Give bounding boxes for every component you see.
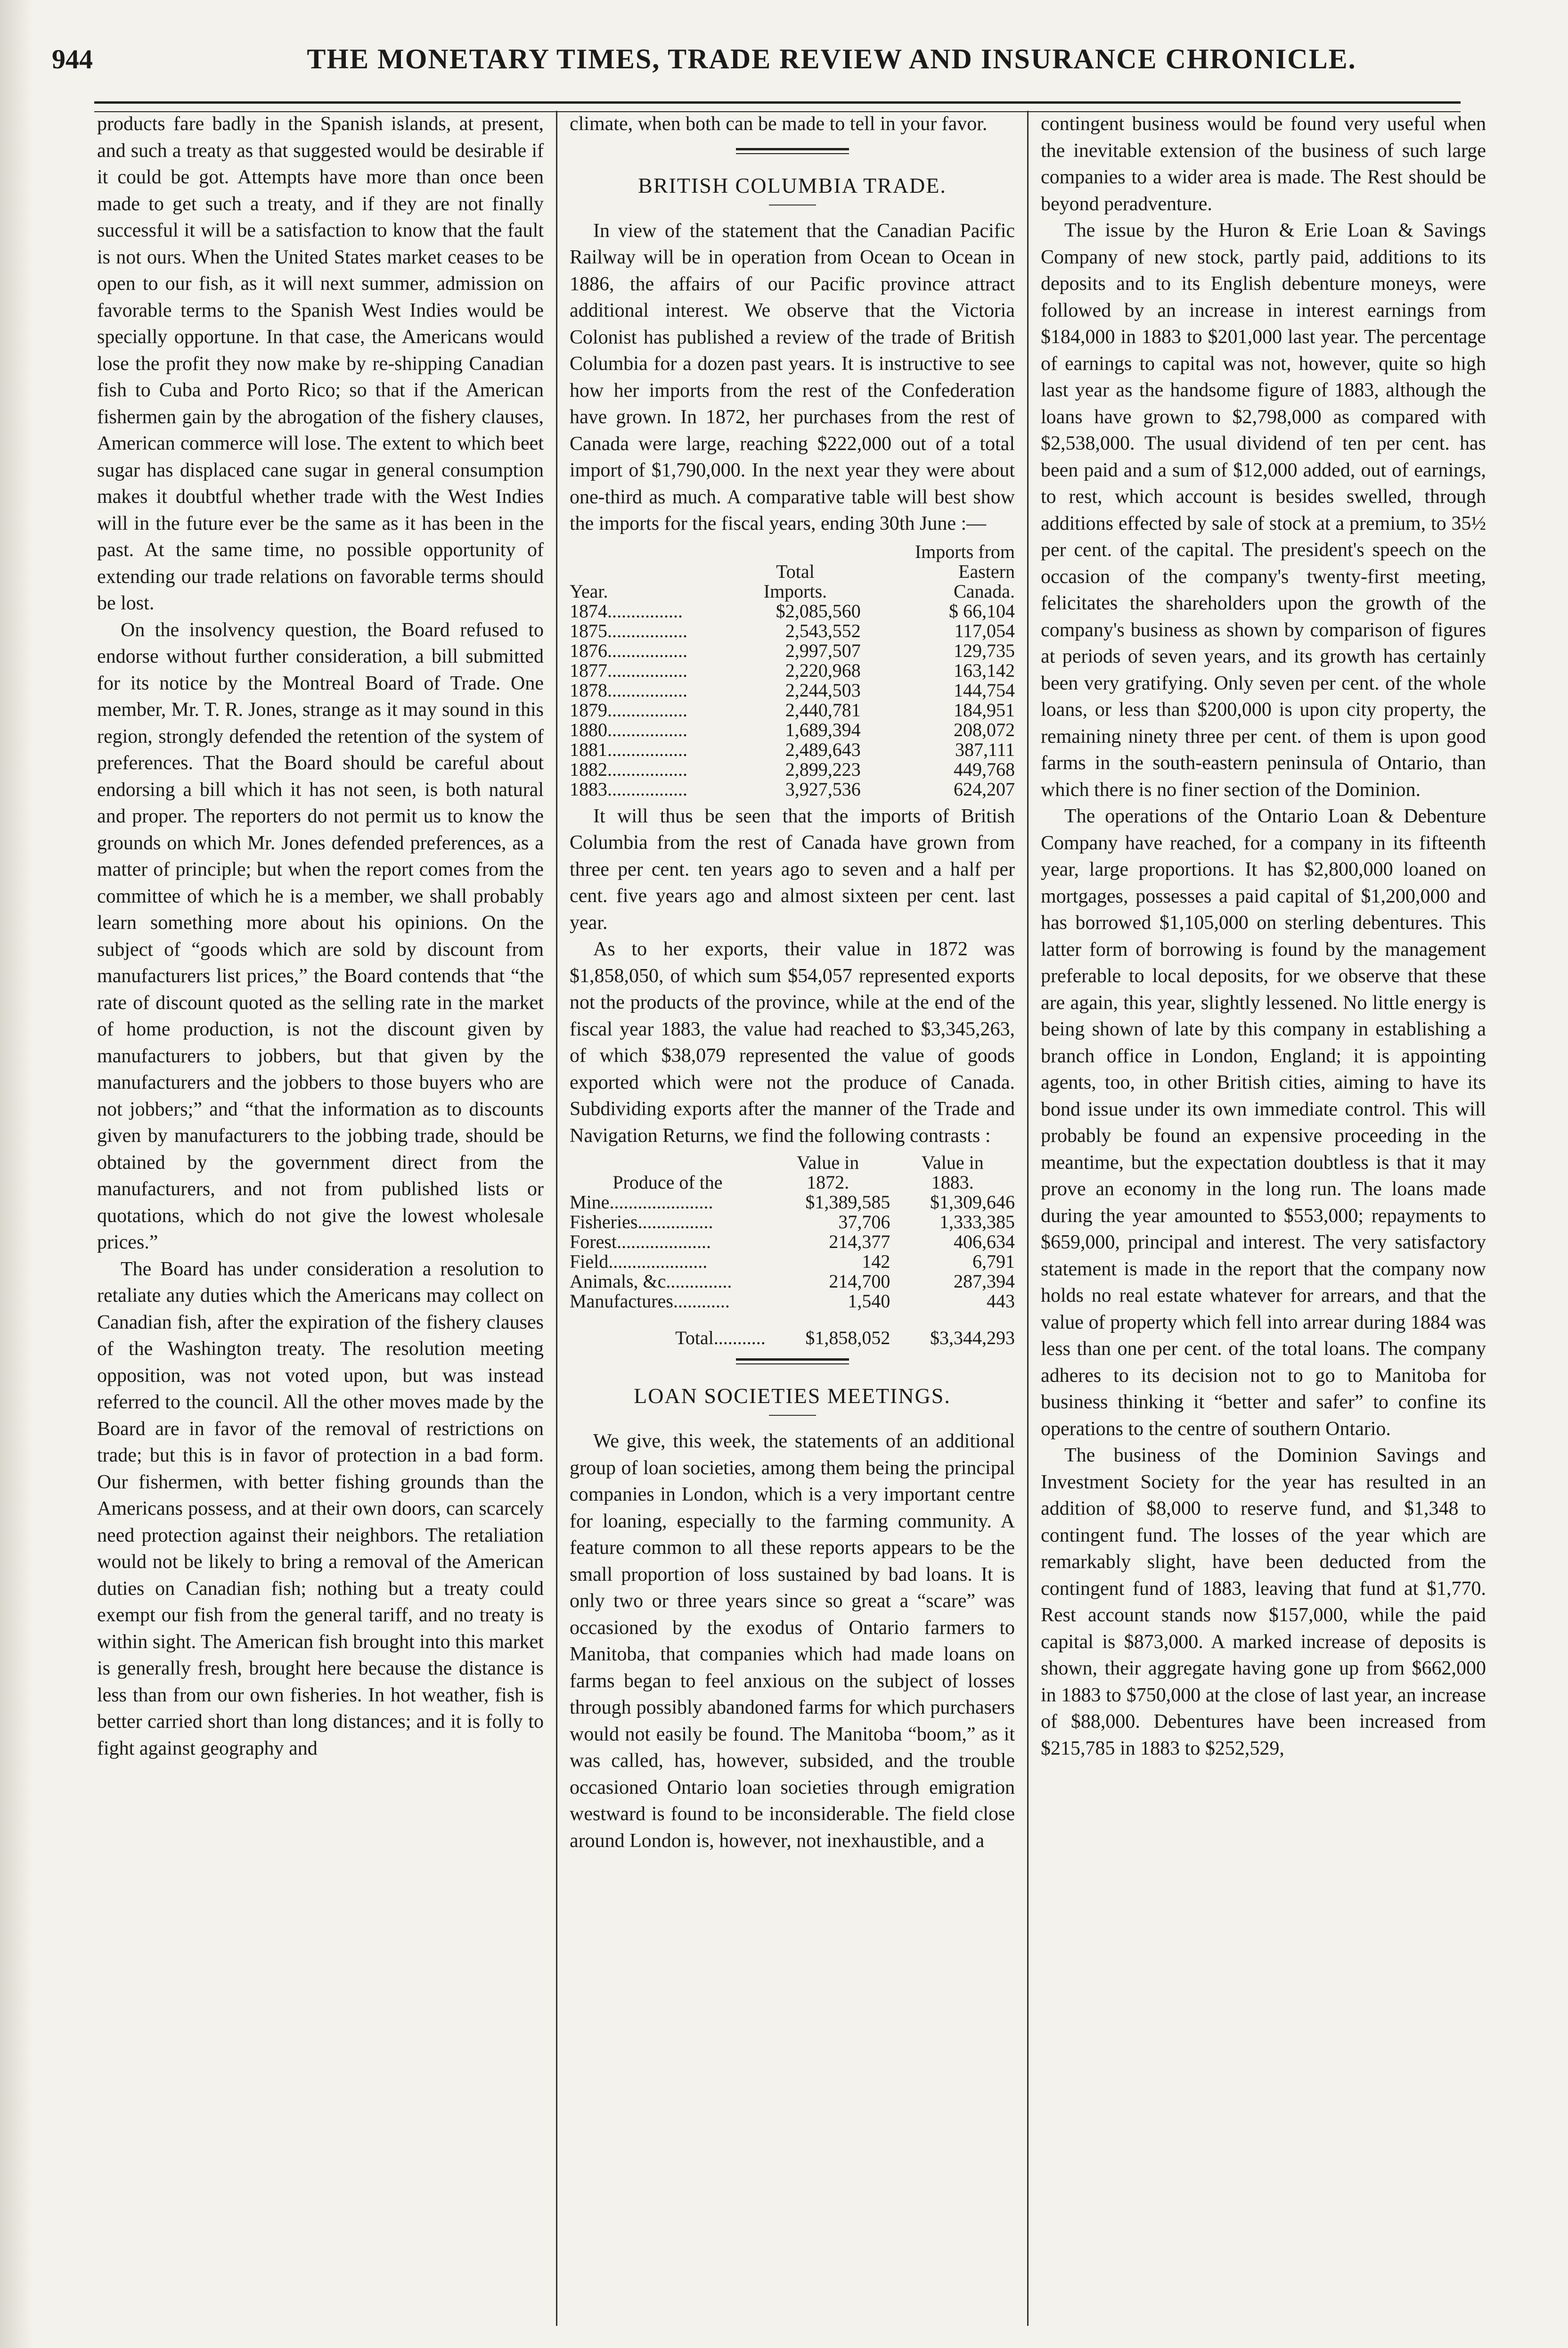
exports-row [570,1212,1015,1232]
imports-row [570,601,1015,621]
paragraph: On the insolvency question, the Board refused to endorse without further consideration, a bill submitted for its notice by the Montreal Board of Trade. One member, Mr. T. R. Jones, strange as it may sound in this region, strongly defended the retention of the system of preferences. That the Board should be careful about endorsing a bill which it has not seen, is both natural and proper. The reporters do not permit us to know the grounds on which Mr. Jones defended preferences, as a matter of principle; but when the report comes from the committee of which he is a member, we shall probably learn something more about his opinions. On the subject of “goods which are sold by discount from manufacturers list prices,” the Board contends that “the rate of discount quoted as the selling rate in the market of home production, is not the discount given by manufacturers to jobbers, but that given by the manufacturers and the jobbers to those buyers who are not jobbers;” and “that the information as to discounts given by manufacturers to the jobbing trade, should be obtained by the government direct from the manufacturers, and not from published lists or quotations, which do not give the lowest wholesale prices.” [97,619,544,1253]
page-header [33,33,1536,85]
imports-total: 2,220,968 [785,659,861,681]
imports-eastern: 129,735 [954,640,1015,661]
imports-year: 1874 [570,600,607,622]
exports-row [570,1272,1015,1291]
exports-1872: $1,389,585 [805,1191,890,1213]
paragraph: In view of the statement that the Canadian Pacific Railway will be in operation from Ocean to Ocean in 1886, the affairs of our Pacific province attract additional interest. We observe that the Victoria Colonist has published a review of the trade of British Columbia for a dozen past years. It is instructive to see how her imports from the rest of the Confederation have grown. In 1872, her purchases from the rest of Canada were large, reaching $222,000 out of a total import of $1,790,000. In the next year they were about one-third as much. A comparative table will best show the imports for the fiscal years, ending 30th June :— [570,220,1015,534]
paragraph: climate, when both can be made to tell in your favor. [570,113,988,135]
imports-eastern: 117,054 [954,620,1015,641]
exports-label-cell [570,1291,766,1311]
imports-head-total: Total Imports. [763,560,827,602]
imports-year-cell [570,661,730,681]
exports-label: Forest [570,1231,617,1252]
imports-year: 1877 [570,659,607,681]
imports-total: 2,543,552 [785,620,861,641]
imports-year-cell [570,681,730,700]
imports-dots: ................. [607,739,687,760]
imports-dots: ................. [607,620,687,641]
imports-year-cell [570,601,730,621]
imports-table-body [570,601,1015,799]
exports-dots: ...................... [609,1191,713,1213]
imports-year: 1879 [570,699,607,721]
paragraph: products fare badly in the Spanish islands, at present, and such a treaty as that suggested would be desirable if it could be got. Attempts have more than once been made to get such a treaty, and if they are not finally successful it will be a satisfaction to know that the fault is not ours. When the United States market ceases to be open to our fish, as it will next summer, admission on favorable terms to the Spanish West Indies would be specially opportune. In that case, the Americans would lose the profit they now make by re-shipping Canadian fish to Cuba and Porto Rico; so that if the American fishermen gain by the abrogation of the fishery clauses, American commerce will lose. The extent to which beet sugar has displaced cane sugar in general consumption makes it doubtful whether trade with the West Indies will in the future ever be the same as it has been in the past. At the same time, no possible opportunity of extending our trade relations on favorable terms should be lost. [97,113,544,614]
imports-year-cell [570,641,730,661]
exports-1872: 1,540 [848,1290,890,1312]
imports-eastern: 624,207 [954,778,1015,800]
paragraph: We give, this week, the statements of an additional group of loan societies, among them being the principal companies in London, which is a very important centre for loaning, especially to the farming community. A feature common to all these reports appears to be the small proportion of loss sustained by bad loans. It is only two or three years since so great a “scare” was occasioned by the exodus of Ontario farmers to Manitoba, that companies which had made loans on farms began to feel anxious on the subject of losses through possibly abandoned farms for which purchasers would not easily be found. The Manitoba “boom,” as it was called, has, however, subsided, and the trouble occasioned Ontario loan societies through emigration westward is found to be inconsiderable. The field close around London is, however, not inexhaustible, and a [570,1430,1015,1852]
imports-year: 1875 [570,620,607,641]
exports-head-1883: Value in 1883. [921,1152,984,1193]
exports-label-cell [570,1232,766,1252]
column-3 [1027,111,1498,2326]
column-2 [556,111,1027,2326]
exports-1872: 142 [862,1251,890,1272]
exports-head-1872: Value in 1872. [797,1152,859,1193]
exports-total-label-cell [570,1311,766,1348]
imports-total: 2,440,781 [785,699,861,721]
exports-dots: ............ [673,1290,730,1312]
imports-row [570,780,1015,799]
paragraph: The Board has under consideration a resolution to retaliate any duties which the Americans may collect on Canadian fish, after the expiration of the fishery clauses of the Washington treaty. The resolution meeting opposition, was not voted upon, but was instead referred to the council. All the other moves made by the Board are in favor of the removal of restrictions on trade; but this is in favor of protection in a bad form. Our fishermen, with better fishing grounds than the Americans possess, and at their own doors, can scarcely need protection against their neighbors. The retaliation would not be likely to bring a removal of the American duties on Canadian fish; nothing but a treaty could exempt our fish from the general tariff, and no treaty is within sight. The American fish brought into this market is generally fresh, brought here because the distance is less than from our own fisheries. In hot weather, fish is better carried short than long distances; and it is folly to fight against geography and [97,1258,544,1759]
imports-year-cell [570,760,730,780]
paragraph: As to her exports, their value in 1872 was $1,858,050, of which sum $54,057 represented exports not the products of the province, while at the end of the fiscal year 1883, the value had reached to $3,345,263, of which $38,079 represented the value of goods exported which were not the produce of Canada. Subdividing exports after the manner of the Trade and Navigation Returns, we find the following contrasts : [570,938,1015,1147]
paragraph: It will thus be seen that the imports of British Columbia from the rest of Canada have grown from three per cent. ten years ago to seven and a half per cent. five years ago and almost sixteen per cent. last year. [570,805,1015,934]
imports-eastern: 163,142 [954,659,1015,681]
imports-table-header [570,542,1015,601]
section-divider [736,148,849,154]
exports-label: Field [570,1251,609,1272]
exports-label: Mine [570,1191,610,1213]
imports-year-cell [570,700,730,720]
exports-table-body [570,1192,1015,1311]
imports-eastern: 387,111 [955,739,1015,760]
imports-total: $2,085,560 [776,600,861,622]
imports-row [570,621,1015,641]
imports-eastern: $ 66,104 [949,600,1015,622]
imports-table [570,542,1015,799]
exports-total-1883: $3,344,293 [930,1327,1015,1348]
exports-dots: ..................... [608,1251,708,1272]
imports-head-year: Year. [570,580,608,602]
imports-dots: ................. [607,758,687,780]
column-1 [85,111,556,2326]
imports-eastern: 184,951 [954,699,1015,721]
exports-label: Fisheries [570,1211,638,1232]
imports-eastern: 449,768 [954,758,1015,780]
imports-year-cell [570,720,730,740]
section-divider [736,1358,849,1364]
imports-dots: ................. [607,640,687,661]
exports-dots: .................... [617,1231,711,1252]
exports-label-cell [570,1192,766,1212]
imports-year-cell [570,621,730,641]
exports-table-header [570,1153,1015,1192]
imports-total: 3,927,536 [785,778,861,800]
exports-total-label: Total [675,1327,714,1348]
imports-year-cell [570,740,730,760]
imports-dots: ................. [607,719,687,740]
imports-row [570,700,1015,720]
exports-total-dots: ........... [713,1327,766,1348]
imports-total: 1,689,394 [785,719,861,740]
exports-label: Animals, &c [570,1271,666,1292]
article-columns [85,111,1498,2326]
paragraph: The operations of the Ontario Loan & Debenture Company have reached, for a company in its fifteenth year, large proportions. It has $2,800,000 loaned on mortgages, possesses a paid capital of $1,200,000 and has borrowed $1,105,000 on sterling debentures. This latter form of borrowing is found by the management preferable to local deposits, for we observe that these are again, this year, slightly lessened. No little energy is being shown of late by this company in establishing a branch office in London, England; it is appointing agents, too, in other British cities, aiming to have its bond issue under its own immediate control. This will probably be found an expensive proceeding in the meantime, but the expectation doubtless is that it may prove an economy in the long run. The loans made during the year amounted to $553,000; repayments to $659,000, principal and interest. The very satisfactory statement is made in the report that the company now holds no real estate whatever for arrears, and that the value of property which fell into arrear during 1884 was less than one per cent. of the total loans. The company adheres to its decision not to go to Manitoba for business thinking it “better and safer” to confine its operations to the centre of southern Ontario. [1041,805,1486,1440]
exports-total-row [570,1311,1015,1348]
imports-row [570,681,1015,700]
imports-total: 2,489,643 [785,739,861,760]
imports-year: 1880 [570,719,607,740]
exports-dots: ................ [637,1211,713,1232]
imports-row [570,760,1015,780]
exports-1883: 406,634 [954,1231,1015,1252]
imports-dots: ................. [607,699,687,721]
imports-dots: ................ [607,600,683,622]
exports-1883: 287,394 [954,1271,1015,1292]
imports-year: 1882 [570,758,607,780]
imports-total: 2,997,507 [785,640,861,661]
imports-eastern: 208,072 [954,719,1015,740]
exports-row [570,1232,1015,1252]
exports-1883: 1,333,385 [939,1211,1015,1232]
exports-label-cell [570,1252,766,1272]
section-title-british-columbia-trade: BRITISH COLUMBIA TRADE. [638,173,947,197]
exports-1883: 6,791 [972,1251,1015,1272]
imports-total: 2,244,503 [785,679,861,701]
section-title-loan-societies: LOAN SOCIETIES MEETINGS. [634,1384,951,1408]
exports-1872: 214,700 [829,1271,890,1292]
paragraph: The business of the Dominion Savings and Investment Society for the year has resulted in an addition of $8,000 to reserve fund, and $1,348 to contingent fund. The losses of the year which are remarkably slight, have been deducted from the contingent fund of 1883, leaving that fund at $1,770. Rest account stands now $157,000, while the paid capital is $873,000. A marked increase of deposits is shown, their aggregate having gone up from $662,000 in 1883 to $750,000 at the close of last year, an increase of $88,000. Debentures have been increased from $215,785 in 1883 to $252,529, [1041,1445,1486,1759]
exports-1872: 37,706 [838,1211,890,1232]
exports-label-cell [570,1212,766,1232]
page-number: 944 [52,43,93,74]
imports-year: 1876 [570,640,607,661]
exports-row [570,1192,1015,1212]
exports-label: Manufactures [570,1290,673,1312]
imports-year: 1883 [570,778,607,800]
exports-label-cell [570,1272,766,1291]
exports-row [570,1291,1015,1311]
imports-year-cell [570,780,730,799]
journal-title: THE MONETARY TIMES, TRADE REVIEW AND INSURANCE CHRONICLE. [307,43,1356,74]
exports-dots: .............. [666,1271,732,1292]
imports-row [570,661,1015,681]
page-edge-shadow [0,0,33,2348]
imports-dots: ................. [607,679,687,701]
imports-total: 2,899,223 [785,758,861,780]
paragraph: contingent business would be found very useful when the inevitable extension of the business of such large companies to a wider area is made. The Rest should be beyond peradventure. [1041,113,1486,215]
exports-1872: 214,377 [829,1231,890,1252]
exports-head-produce: Produce of the [612,1172,723,1193]
paragraph: The issue by the Huron & Erie Loan & Savings Company of new stock, partly paid, additions to its deposits and to its English debenture moneys, were followed by an increase in interest earnings from $184,000 in 1883 to $201,000 last year. The percentage of earnings to capital was not, however, quite so high last year as the handsome figure of 1883, although the loans have grown to $2,798,000 as compared with $2,538,000. The usual dividend of ten per cent. has been paid and a sum of $12,000 added, out of earnings, to rest, which account is besides swelled, through additions effected by sale of stock at a premium, to 35½ per cent. of the capital. The president's speech on the occasion of the company's twenty-first meeting, felicitates the shareholders upon the growth of the company's business as shown by comparison of figures at periods of seven years, and its growth has certainly been very gratifying. Only seven per cent. of the whole loans, or less than $200,000 is upon city property, the remaining ninety three per cent. of them is upon good farms in the south-eastern peninsula of Ontario, than which there is no finer section of the Dominion. [1041,220,1486,801]
exports-table [570,1153,1015,1348]
imports-dots: ................. [607,778,687,800]
imports-eastern: 144,754 [954,679,1015,701]
title-rule [769,1415,816,1416]
exports-1883: $1,309,646 [930,1191,1015,1213]
imports-year: 1878 [570,679,607,701]
exports-row [570,1252,1015,1272]
imports-year: 1881 [570,739,607,760]
imports-row [570,641,1015,661]
exports-1883: 443 [987,1290,1015,1312]
imports-dots: ................. [607,659,687,681]
imports-row [570,720,1015,740]
imports-head-eastern: Imports from Eastern Canada. [915,541,1015,602]
exports-total-1872: $1,858,052 [805,1327,890,1348]
imports-row [570,740,1015,760]
